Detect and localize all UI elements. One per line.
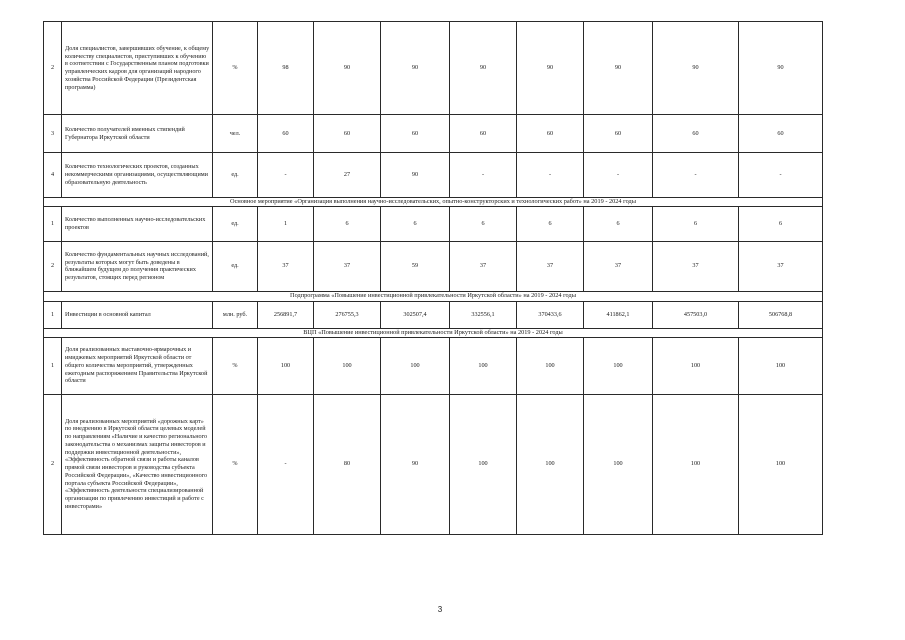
value-cell: 27 [314, 153, 381, 198]
value-cell: 6 [653, 206, 739, 241]
section-title: Основное мероприятие «Организация выполнения научно-исследовательских, опытно-конструкторских и технологических работ» на 2019 - 2024 годы [44, 198, 823, 207]
indicator-name: Количество получателей именных стипендий Губернатора Иркутской области [62, 115, 213, 153]
value-cell: 6 [450, 206, 517, 241]
indicator-name: Количество фундаментальных научных исследований, результаты которых могут быть доведены в ближайшем будущем до получения практических результатов, стоящих перед регионом [62, 241, 213, 291]
value-cell: 100 [517, 337, 584, 394]
value-cell: 60 [584, 115, 653, 153]
value-cell: 60 [381, 115, 450, 153]
value-cell: - [517, 153, 584, 198]
value-cell: 60 [739, 115, 823, 153]
value-cell: 100 [450, 394, 517, 534]
value-cell: 100 [653, 394, 739, 534]
indicator-name: Количество выполненных научно-исследовательских проектов [62, 206, 213, 241]
value-cell: 100 [653, 337, 739, 394]
value-cell: 60 [517, 115, 584, 153]
value-cell: 90 [450, 22, 517, 115]
row-number: 1 [44, 206, 62, 241]
row-number: 2 [44, 22, 62, 115]
value-cell: 37 [450, 241, 517, 291]
table-row [44, 153, 823, 198]
value-cell: 100 [381, 337, 450, 394]
indicator-name: Доля реализованных выставочно-ярмарочных и имиджевых мероприятий Иркутской области от общего количества мероприятий, утвержденных ежегодным распоряжением Правительства Иркутской области [62, 337, 213, 394]
unit-cell: ед. [213, 206, 258, 241]
value-cell: 37 [314, 241, 381, 291]
value-cell: 90 [584, 22, 653, 115]
value-cell: 100 [258, 337, 314, 394]
value-cell: 37 [258, 241, 314, 291]
value-cell: 37 [584, 241, 653, 291]
value-cell: 411862,1 [584, 301, 653, 328]
value-cell: 457503,0 [653, 301, 739, 328]
table-row [44, 115, 823, 153]
value-cell: 90 [314, 22, 381, 115]
value-cell: 60 [450, 115, 517, 153]
value-cell: 90 [381, 394, 450, 534]
value-cell: 60 [653, 115, 739, 153]
value-cell: - [450, 153, 517, 198]
section-row [44, 291, 823, 301]
value-cell: 276755,3 [314, 301, 381, 328]
row-number: 4 [44, 153, 62, 198]
value-cell: 59 [381, 241, 450, 291]
row-number: 1 [44, 337, 62, 394]
value-cell: 100 [314, 337, 381, 394]
unit-cell: % [213, 337, 258, 394]
table-row [44, 301, 823, 328]
value-cell: 60 [258, 115, 314, 153]
indicator-name: Доля реализованных мероприятий «дорожных карт» по внедрению в Иркутской области целевых моделей по направлениям «Наличие и качество регионального законодательства о механизмах защиты инвесторов и поддержки инвестиционной деятельности», «Эффективность обратной связи и работы каналов прямой связи инвесторов и руководства субъекта Российской Федерации», «Качество инвестиционного портала субъекта Российской Федерации», «Эффективность деятельности специализированной организации по привлечению инвестиций и работе с инвесторами» [62, 394, 213, 534]
value-cell: - [584, 153, 653, 198]
value-cell: 100 [450, 337, 517, 394]
indicators-table [43, 21, 823, 535]
value-cell: 90 [381, 22, 450, 115]
value-cell: 100 [739, 337, 823, 394]
unit-cell: чел. [213, 115, 258, 153]
section-title: ВЦП «Повышение инвестиционной привлекательности Иркутской области» на 2019 - 2024 годы [44, 328, 823, 337]
value-cell: 332556,1 [450, 301, 517, 328]
table-row [44, 22, 823, 115]
section-title: Подпрограмма «Повышение инвестиционной привлекательности Иркутской области» на 2019 - 2024 годы [44, 291, 823, 301]
value-cell: 90 [381, 153, 450, 198]
value-cell: 90 [739, 22, 823, 115]
row-number: 1 [44, 301, 62, 328]
row-number: 2 [44, 394, 62, 534]
value-cell: 60 [314, 115, 381, 153]
unit-cell: % [213, 22, 258, 115]
value-cell: - [739, 153, 823, 198]
row-number: 3 [44, 115, 62, 153]
value-cell: 6 [381, 206, 450, 241]
section-row [44, 198, 823, 207]
table-row [44, 241, 823, 291]
value-cell: 100 [584, 337, 653, 394]
table-row [44, 394, 823, 534]
value-cell: 37 [517, 241, 584, 291]
table-row [44, 206, 823, 241]
value-cell: 6 [314, 206, 381, 241]
value-cell: 37 [739, 241, 823, 291]
value-cell: 80 [314, 394, 381, 534]
value-cell: 6 [584, 206, 653, 241]
section-row [44, 328, 823, 337]
unit-cell: ед. [213, 153, 258, 198]
value-cell: - [653, 153, 739, 198]
value-cell: 6 [517, 206, 584, 241]
value-cell: 1 [258, 206, 314, 241]
value-cell: 370433,6 [517, 301, 584, 328]
value-cell: 100 [739, 394, 823, 534]
value-cell: 90 [653, 22, 739, 115]
value-cell: 98 [258, 22, 314, 115]
value-cell: 302507,4 [381, 301, 450, 328]
value-cell: 256891,7 [258, 301, 314, 328]
unit-cell: % [213, 394, 258, 534]
value-cell: 100 [584, 394, 653, 534]
value-cell: 506768,8 [739, 301, 823, 328]
unit-cell: млн. руб. [213, 301, 258, 328]
value-cell: 37 [653, 241, 739, 291]
value-cell: - [258, 394, 314, 534]
value-cell: 6 [739, 206, 823, 241]
value-cell: - [258, 153, 314, 198]
indicator-name: Инвестиции в основной капитал [62, 301, 213, 328]
indicator-name: Доля специалистов, завершивших обучение, к общему количеству специалистов, приступивших к обучению в соответствии с Государственным планом подготовки управленческих кадров для организаций народного хозяйства Российской Федерации (Президентская программа) [62, 22, 213, 115]
table-row [44, 337, 823, 394]
value-cell: 100 [517, 394, 584, 534]
value-cell: 90 [517, 22, 584, 115]
page-number: 3 [437, 605, 443, 614]
indicator-name: Количество технологических проектов, созданных некоммерческими организациями, осуществляющими образовательную деятельность [62, 153, 213, 198]
unit-cell: ед. [213, 241, 258, 291]
row-number: 2 [44, 241, 62, 291]
